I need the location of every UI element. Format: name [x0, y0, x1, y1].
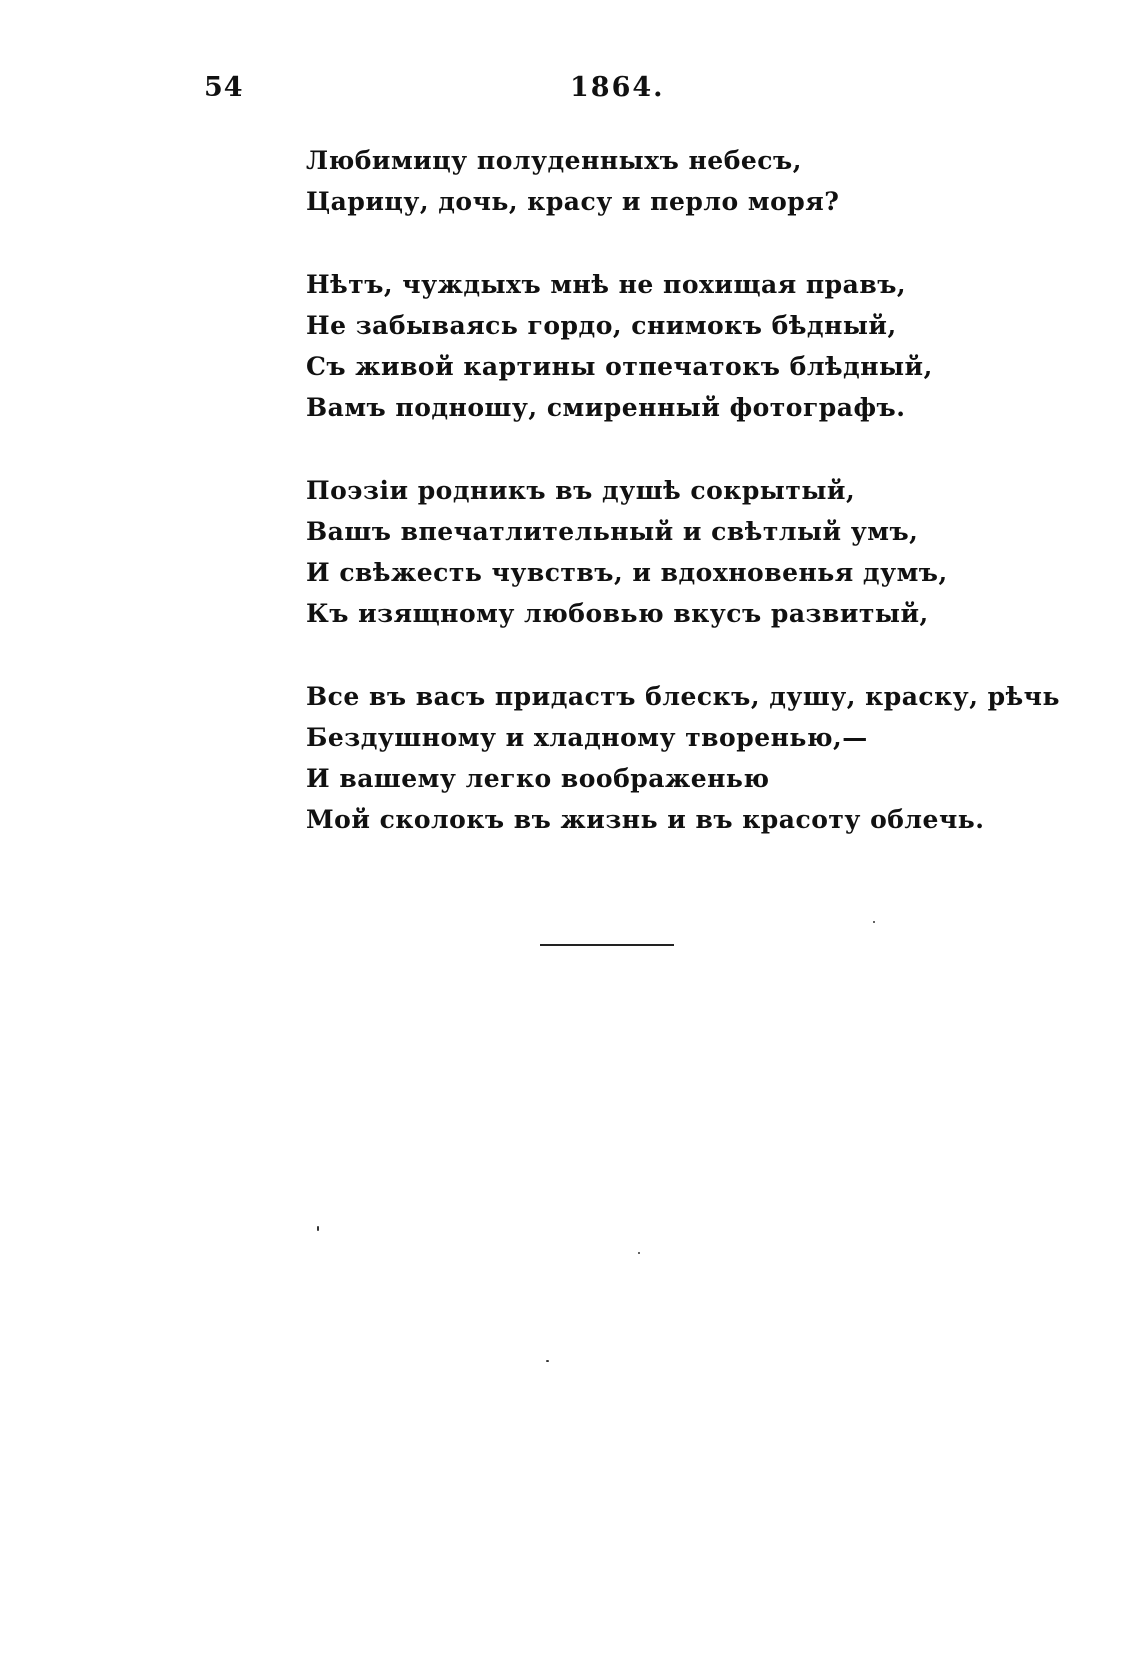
poem-line: Вамъ подношу, смиренный фотографъ.: [306, 393, 906, 422]
stanza-2: [306, 264, 1006, 428]
poem-line: Поэзіи родникъ въ душѣ сокрытый,: [306, 476, 856, 505]
poem-line: Не забываясь гордо, снимокъ бѣдный,: [306, 311, 897, 340]
poem-line: Съ живой картины отпечатокъ блѣдный,: [306, 352, 933, 381]
poem-line: Нѣтъ, чуждыхъ мнѣ не похищая правъ,: [306, 270, 907, 299]
scan-speck: [638, 1252, 640, 1254]
poem-line: Вашъ впечатлительный и свѣтлый умъ,: [306, 517, 919, 546]
running-head-year: 1864.: [570, 72, 665, 103]
poem-line: Все въ васъ придастъ блескъ, душу, краску, рѣчь: [306, 682, 1060, 711]
poem-line: Къ изящному любовью вкусъ развитый,: [306, 599, 929, 628]
page-number: 54: [204, 72, 244, 103]
poem-line: И свѣжесть чувствъ, и вдохновенья думъ,: [306, 558, 948, 587]
poem-line: Любимицу полуденныхъ небесъ,: [306, 146, 802, 175]
scan-speck: [873, 921, 875, 923]
stanza-3: [306, 470, 1006, 634]
poem-line: Бездушному и хладному творенью,—: [306, 723, 868, 752]
scan-speck: [546, 1360, 549, 1362]
stanza-4: [306, 676, 1060, 840]
end-of-poem-rule: [540, 944, 674, 946]
scan-speck: [317, 1226, 319, 1231]
poem: [306, 140, 1060, 882]
poem-line: Мой сколокъ въ жизнь и въ красоту облечь.: [306, 805, 985, 834]
poem-line: Царицу, дочь, красу и перло моря?: [306, 187, 840, 216]
stanza-1: [306, 140, 1006, 222]
poem-line: И вашему легко воображенью: [306, 764, 770, 793]
